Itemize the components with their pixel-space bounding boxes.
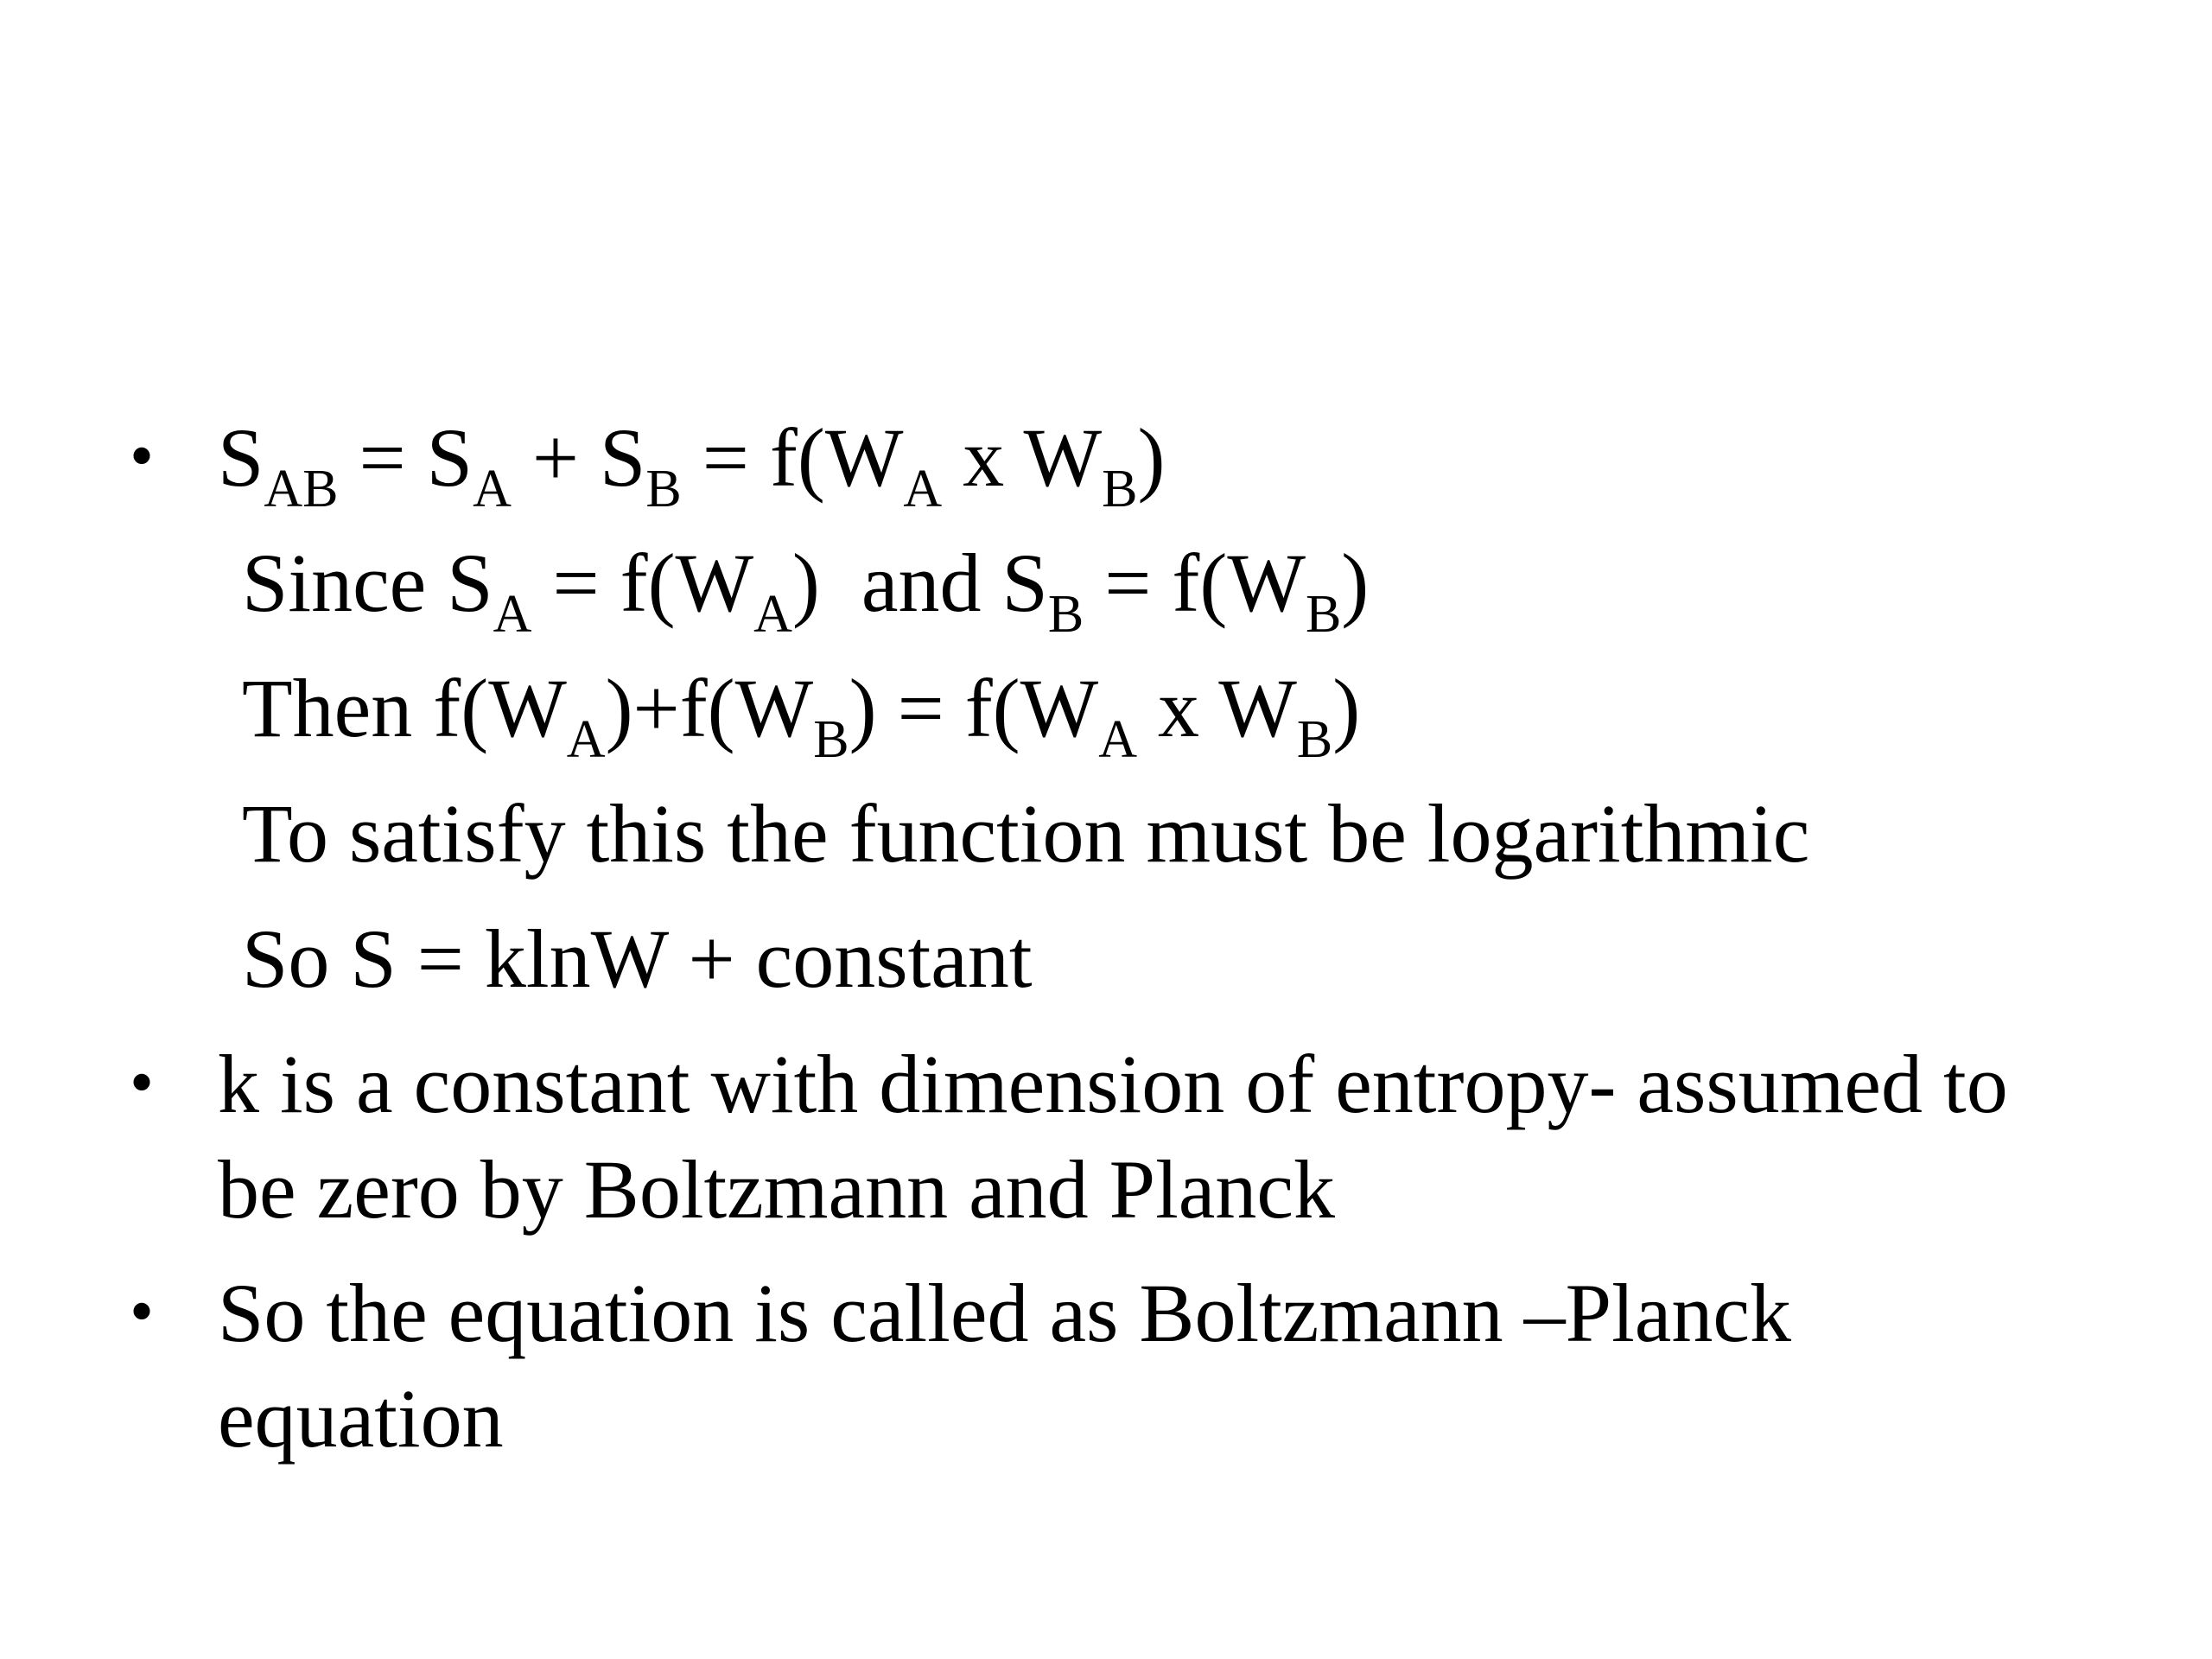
text-run: ) bbox=[1332, 662, 1361, 754]
text-line-2 bbox=[218, 1142, 1335, 1237]
text-run: = f(W bbox=[531, 537, 754, 629]
bullet-marker: • bbox=[130, 1045, 155, 1121]
text-run: Since S bbox=[242, 537, 493, 629]
subscript: A bbox=[493, 585, 532, 644]
text-run: = f(W bbox=[1084, 537, 1306, 629]
bullet-point-3 bbox=[130, 1266, 2117, 1491]
subscript: B bbox=[1305, 585, 1342, 644]
subscript: B bbox=[1296, 710, 1333, 769]
text-run: S bbox=[218, 411, 264, 504]
subscript: A bbox=[473, 460, 512, 518]
text-run: k is a constant with dimension of entropy- assumed to bbox=[218, 1038, 2008, 1130]
text-run: = f(W bbox=[681, 411, 904, 504]
bullet-marker: • bbox=[130, 418, 155, 494]
text-line-2 bbox=[218, 1371, 504, 1466]
subscript: AB bbox=[264, 460, 339, 518]
text-run: be zero by Boltzmann and Planck bbox=[218, 1143, 1335, 1236]
subscript: A bbox=[753, 585, 792, 644]
text-run: So S = klnW + constant bbox=[242, 912, 1033, 1005]
equation-line-5 bbox=[242, 912, 1033, 1007]
text-run: = S bbox=[338, 411, 474, 504]
subscript: B bbox=[645, 460, 682, 518]
equation-line-4 bbox=[242, 786, 1809, 881]
bullet-marker: • bbox=[130, 1274, 155, 1350]
text-run: ) = f(W bbox=[849, 662, 1099, 754]
bullet-point-2 bbox=[130, 1037, 2117, 1262]
text-run: ) and S bbox=[791, 537, 1048, 629]
text-line-1 bbox=[218, 1037, 2008, 1132]
text-run: So the equation is called as Boltzmann –Planck bbox=[218, 1267, 1791, 1359]
text-run: x W bbox=[942, 411, 1103, 504]
text-run: x W bbox=[1137, 662, 1297, 754]
text-line-1 bbox=[218, 1266, 1791, 1361]
equation-line-1 bbox=[218, 410, 1166, 518]
text-run: + S bbox=[511, 411, 646, 504]
text-run: To satisfy this the function must be logarithmic bbox=[242, 787, 1810, 880]
subscript: A bbox=[566, 710, 606, 769]
subscript: B bbox=[1047, 585, 1084, 644]
subscript: A bbox=[1098, 710, 1138, 769]
subscript: B bbox=[813, 710, 849, 769]
text-run: )+f(W bbox=[605, 662, 814, 754]
equation-line-2 bbox=[242, 536, 1370, 644]
subscript: B bbox=[1102, 460, 1138, 518]
text-run: equation bbox=[218, 1372, 504, 1465]
subscript: A bbox=[903, 460, 943, 518]
text-run: Then f(W bbox=[242, 662, 567, 754]
text-run: ) bbox=[1341, 537, 1370, 629]
equation-line-3 bbox=[242, 661, 1361, 769]
bullet-point-1 bbox=[130, 410, 2117, 1033]
text-run: ) bbox=[1137, 411, 1166, 504]
